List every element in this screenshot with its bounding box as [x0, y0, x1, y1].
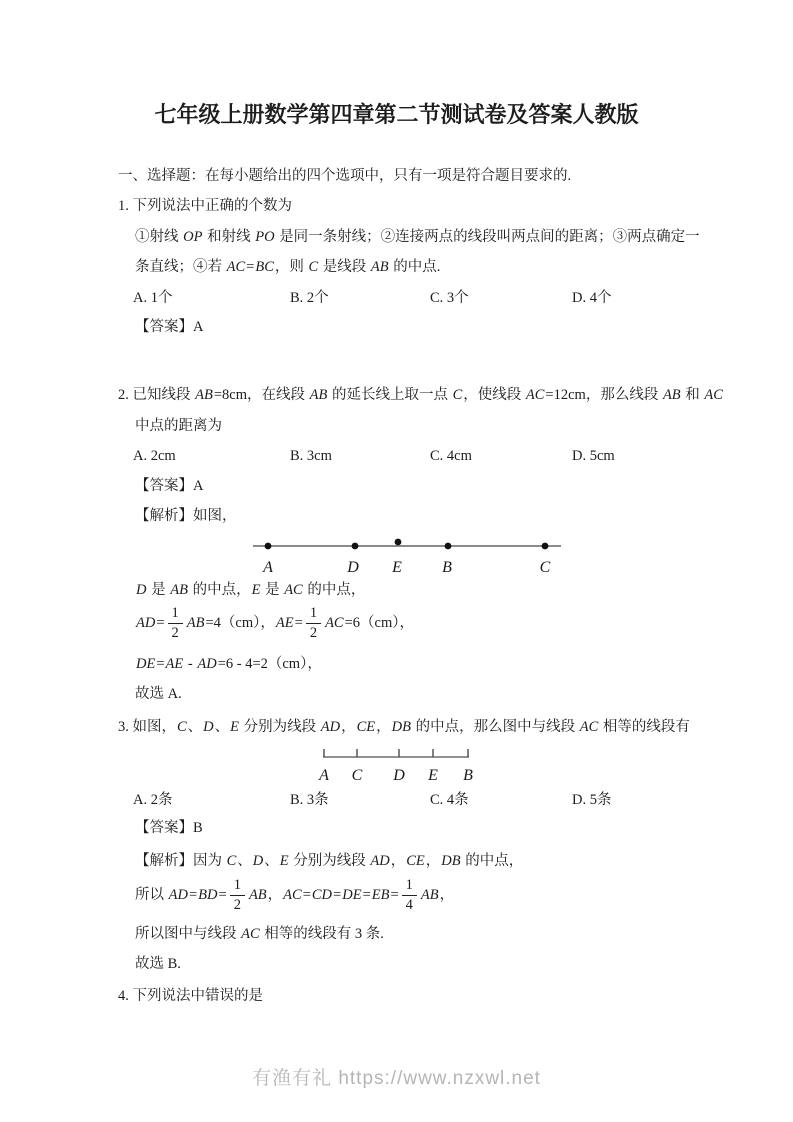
q1-option-d: D. 4个: [572, 290, 612, 306]
point-dot-c: [542, 543, 549, 550]
point-label: A: [263, 559, 273, 576]
q3-options-row: [133, 790, 743, 811]
point-label: B: [463, 767, 473, 784]
point-label: B: [442, 559, 452, 576]
q3-stem: 3. 如图，C、D、E 分别为线段 AD，CE，DB 的中点，那么图中与线段 AC 相等的线段有: [118, 719, 690, 735]
q2-de-line: DE=AE - AD=6 - 4=2（cm），: [136, 656, 322, 672]
point-dot-a: [265, 543, 272, 550]
q3-analysis-line: 【解析】因为 C、D、E 分别为线段 AD，CE，DB 的中点，: [135, 853, 524, 869]
q2-answer: 【答案】A: [135, 478, 204, 494]
point-label: A: [319, 767, 329, 784]
q2-stem-line-2: 中点的距离为: [135, 418, 222, 434]
q1-option-b: B. 2个: [290, 290, 329, 306]
point-label: D: [347, 559, 359, 576]
q3-option-d: D. 5条: [572, 792, 612, 808]
point-dot-e: [395, 539, 402, 546]
q2-option-b: B. 3cm: [290, 448, 332, 464]
q2-formula-line: AD= $\frac{1}{2}$ AB=4（cm），AE= $\frac{1}{2}$ AC=6（cm），: [136, 605, 414, 641]
q2-conclusion: 故选 A.: [135, 686, 182, 702]
q4-stem: 4. 下列说法中错误的是: [118, 988, 263, 1004]
segment-diagram-q3: [315, 744, 480, 786]
point-label: E: [428, 767, 438, 784]
q1-stem: 1. 下列说法中正确的个数为: [118, 198, 292, 214]
q1-option-a: A. 1个: [133, 290, 173, 306]
q3-formula-line: 所以 AD=BD= $\frac{1}{2}$ AB，AC=CD=DE=EB= $\frac{1}{4}$ AB，: [135, 877, 455, 913]
q1-options-row: [133, 288, 743, 309]
section-heading: 一、选择题：在每小题给出的四个选项中，只有一项是符合题目要求的.: [118, 168, 572, 184]
q3-answer: 【答案】B: [135, 820, 203, 836]
q3-option-c: C. 4条: [430, 792, 469, 808]
q1-answer: 【答案】A: [135, 319, 204, 335]
q3-option-b: B. 3条: [290, 792, 329, 808]
q2-option-c: C. 4cm: [430, 448, 472, 464]
point-dot-b: [445, 543, 452, 550]
q1-body-line-2: 条直线；④若 AC=BC，则 C 是线段 AB 的中点.: [135, 259, 441, 275]
q2-midpoint-line: D 是 AB 的中点，E 是 AC 的中点，: [136, 582, 366, 598]
point-dot-d: [352, 543, 359, 550]
page-title: 七年级上册数学第四章第二节测试卷及答案人教版: [154, 102, 639, 127]
q3-count-line: 所以图中与线段 AC 相等的线段有 3 条.: [135, 926, 384, 942]
point-label: D: [393, 767, 405, 784]
point-label: C: [351, 767, 363, 784]
q2-option-d: D. 5cm: [572, 448, 615, 464]
q2-stem-line-1: 2. 已知线段 AB=8cm，在线段 AB 的延长线上取一点 C，使线段 AC=12cm，那么线段 AB 和 AC: [118, 387, 723, 403]
point-label: C: [539, 559, 551, 576]
point-label: E: [392, 559, 402, 576]
q2-analysis-head: 【解析】如图，: [135, 508, 237, 524]
watermark-footer: 有渔有礼 https://www.nzxwl.net: [252, 1068, 541, 1089]
number-line-diagram-q2: [245, 530, 567, 578]
q3-option-a: A. 2条: [133, 792, 173, 808]
q2-option-a: A. 2cm: [133, 448, 176, 464]
q2-options-row: [133, 446, 743, 467]
q1-body-line-1: ①射线 OP 和射线 PO 是同一条射线；②连接两点的线段叫两点间的距离；③两点确定一: [135, 229, 700, 245]
q3-conclusion: 故选 B.: [135, 956, 181, 972]
q1-option-c: C. 3个: [430, 290, 469, 306]
